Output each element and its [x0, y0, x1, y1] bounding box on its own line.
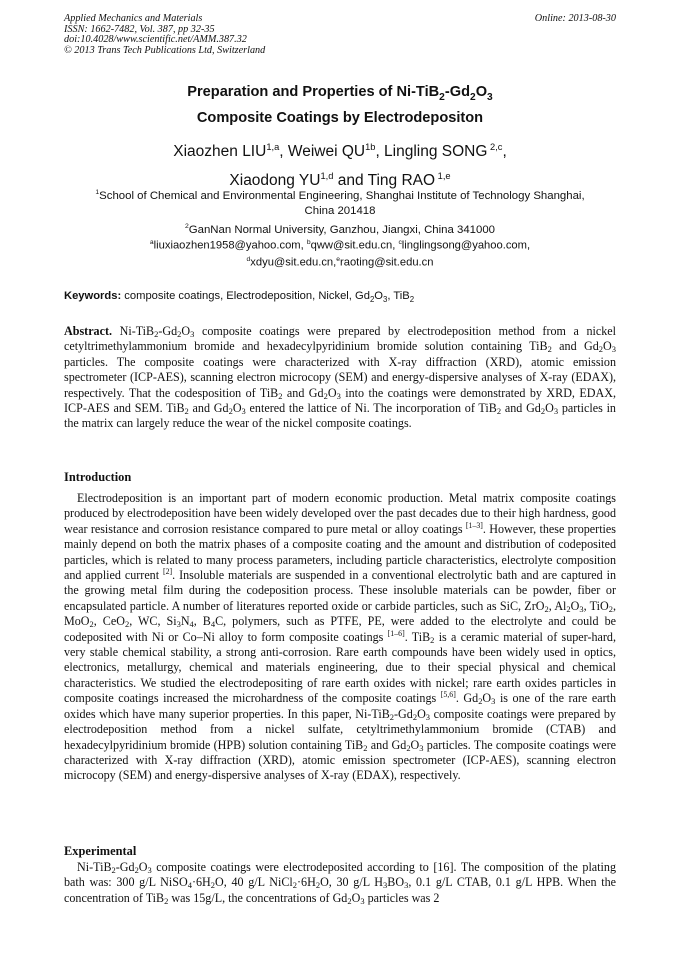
- paper-title: [64, 82, 616, 129]
- email-link[interactable]: liuxiaozhen1958@yahoo.com,: [153, 239, 307, 252]
- section-heading-introduction: Introduction: [64, 470, 132, 484]
- doi: doi:10.4028/www.scientific.net/AMM.387.32: [64, 34, 247, 46]
- email-link[interactable]: raoting@sit.edu.cn: [340, 256, 434, 269]
- experimental-text: $Ni-TiB_2-Gd_2O_3$ composite coatings were electrodeposited according to [16]. The composition of the plating bath was: 300 g/L $NiSO_4\cdot 6H_2O$, 40 g/L $NiCl_2\cdot 6H_2O$, 30 g/L $H_3BO_3$, 0.1 g/L CTAB, 0.1 g/L HPB. When the concentration of TiB$_2$ was 15g/L, the concentrations of $Gd_2O_3$ particles was 2: [64, 860, 616, 906]
- email-link[interactable]: qww@sit.edu.cn,: [310, 239, 399, 252]
- issn: ISSN: 1662-7482, Vol. 387, pp 32-35: [64, 23, 215, 35]
- section-heading-experimental: Experimental: [64, 844, 137, 858]
- copyright: © 2013 Trans Tech Publications Ltd, Switzerland: [64, 44, 266, 56]
- affiliations: $^1$School of Chemical and Environmental Engineering, Shanghai Institute of Technology Shanghai, China 201418 $^2$GanNan Normal University, Ganzhou, Jiangxi, China 341000: [95, 189, 585, 236]
- journal-header: [64, 14, 616, 56]
- abstract: Abstract. $Ni-TiB_2-Gd_2O_3$ composite coatings were prepared by electrodeposition method from a nickel cetyltrimethylammonium bromide and hexadecylpyridinium bromide solution containing TiB$_2$ and $Gd_2O_3$ particles. The composite coatings were characterized with X-ray diffraction (XRD), atomic emission spectrometer (ICP-AES), scanning electron microcopy (SEM) and energy-dispersive analyses of X-ray (EDAX), respectively. That the codesposition of TiB$_2$ and $Gd_2O_3$ into the coatings were demonstrated by XRD, EDAX, ICP-AES and SEM. TiB$_2$ and $Gd_2O_3$ entered the lattice of Ni. The incorporation of TiB$_2$ and $Gd_2O_3$ particles in the matrix can largely reduce the wear of the nickel composite coatings.: [64, 324, 616, 431]
- keywords: Keywords: composite coatings, Electrodeposition, Nickel, $Gd_2O_3$, TiB$_2$: [64, 290, 415, 305]
- email-link[interactable]: xdyu@sit.edu.cn,: [250, 256, 337, 269]
- online-date: Online: 2013-08-30: [534, 13, 616, 24]
- author-emails: $^a$liuxiaozhen1958@yahoo.com, $^b$qww@sit.edu.cn, $^c$linglingsong@yahoo.com, $^d$xdyu@sit.edu.cn,$^e$raoting@sit.edu.cn: [149, 239, 531, 269]
- email-link[interactable]: linglingsong@yahoo.com,: [401, 239, 531, 252]
- title-line-1: Preparation and Properties of $Ni-TiB_2-Gd_2O_3$: [187, 84, 493, 103]
- journal-name: Applied Mechanics and Materials: [64, 13, 203, 24]
- introduction-text: Electrodeposition is an important part of modern economic production. Metal matrix composite coatings produced by electrodeposition have been widely developed over the past decades due to their high hardness, good wear resistance and corrosion resistance compared to pure metal or alloy coatings [1–3]. However, these properties mainly depend on both the matrix phases of a composite coating and the amount and distribution of codeposited particles, which is related to many process parameters, including particle characteristics, electrolyte composition and applied current [2]. Insoluble materials are suspended in a conventional electrolytic bath and are captured in the growing metal film during the codeposition process. These insoluble materials can be powder, fiber or encapsulated particle. A number of literatures reported oxide or carbide particles, such as SiC, ZrO$_2$, $Al_2O_3$, TiO$_2$, MoO$_2$, CeO$_2$, WC, $Si_3N_4$, $B_4C$, polymers, such as PTFE, PE, were added to the electrolyte and could be codeposited with Ni or Co–Ni alloy to form composite coatings [1–6]. TiB$_2$ is a ceramic material of super-hard, very stable chemical stability, a strong anti-corrosion. Rare earth compounds have been widely used in optics, electronics, metallurgy, chemical and materials engineering, due to their special physical and chemical characteristics. We studied the electrodepositing of rare earth oxides with nickel; rare earth oxides particles in composite coatings increased the microhardness of the composite coatings [5,6]. $Gd_2O_3$ is one of the rare earth oxides which have many superior properties. In this paper, $Ni-TiB_2-Gd_2O_3$ composite coatings were prepared by electrodeposition method from a nickel sulfate, cetyltrimethylammonium bromide (CTAB) and hexadecylpyridinium bromide (HPB) solution containing TiB$_2$ and $Gd_2O_3$ particles. The composite coatings were characterized with X-ray diffraction (XRD), atomic emission spectrometer (ICP-AES), scanning electron microcopy (SEM) and energy-dispersive analyses of X-ray (EDAX), respectively.: [64, 491, 617, 783]
- title-line-2: Composite Coatings by Electrodepositon: [196, 109, 484, 126]
- author-list: Xiaozhen LIU$^{1,a}$, Weiwei $QU^{1b}$, Lingling SONG $^{2,c}$, Xiaodong YU$^{1,d}$ and Ting RAO $^{1,e}$: [173, 142, 507, 190]
